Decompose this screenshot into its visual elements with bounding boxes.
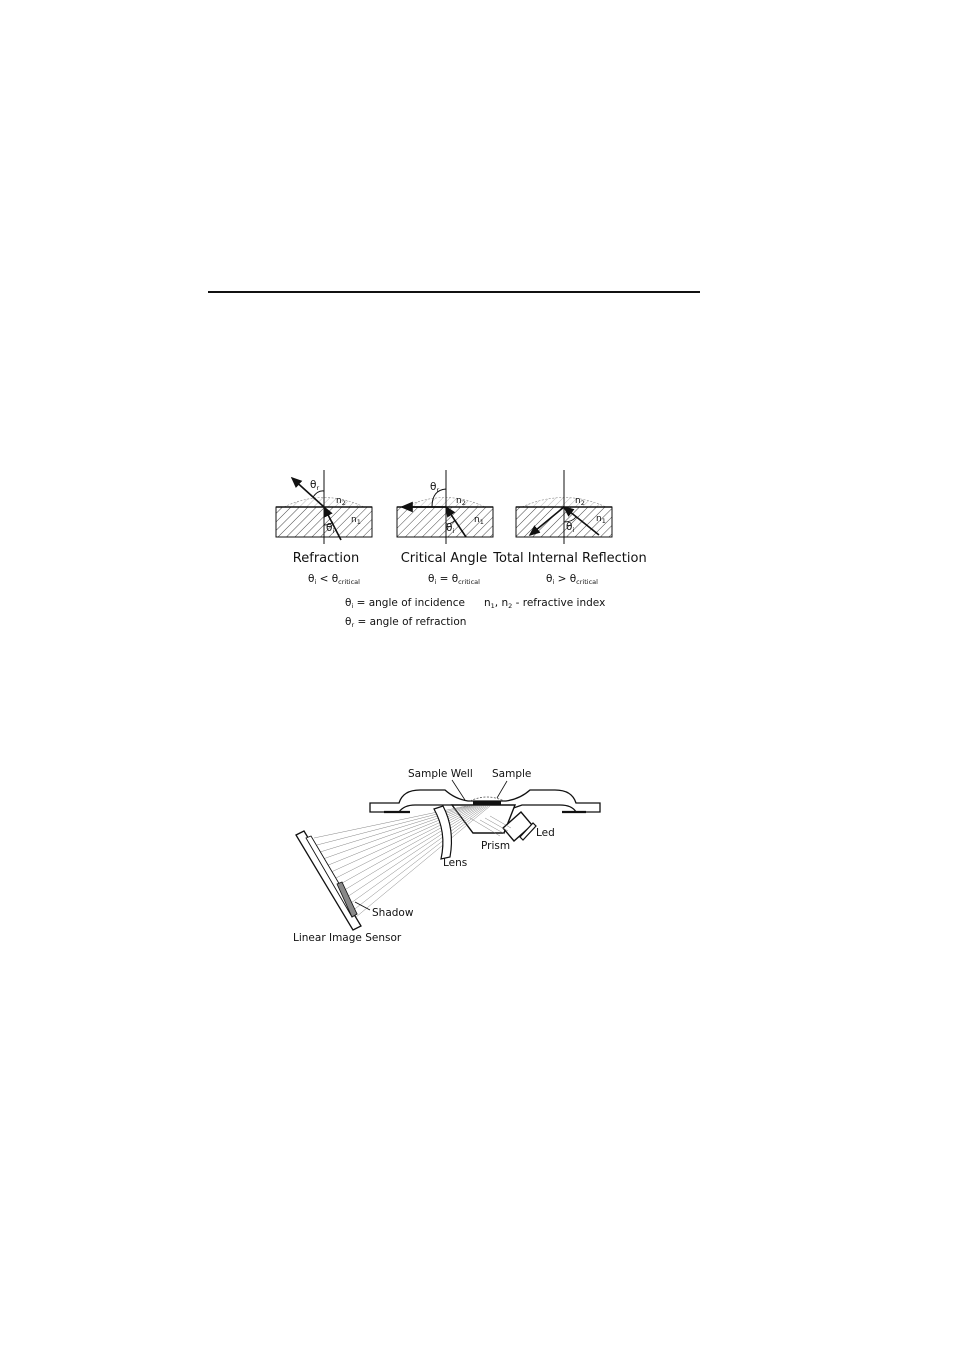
caption-critical-angle: Critical Angle [400, 551, 488, 566]
n1-label: $n_1$ [596, 514, 606, 525]
caption-refraction: Refraction [292, 551, 360, 566]
theta-i-label: θi [566, 521, 575, 534]
sample-contact [473, 801, 501, 805]
theta-r-label: θr [310, 479, 320, 492]
theta-i-label: θi [326, 522, 335, 535]
label-sample: Sample [492, 768, 532, 780]
n2-label: $n_2$ [575, 496, 585, 507]
panel-critical-angle [397, 470, 493, 586]
label-lens: Lens [443, 857, 468, 869]
legend-refractive-index: n1, n2 - refractive index [484, 597, 606, 610]
figure-refraction-diagrams [276, 470, 647, 629]
lens [434, 806, 451, 859]
label-linear-image-sensor: Linear Image Sensor [293, 932, 402, 944]
figure1-legend [345, 597, 605, 629]
label-sample-well: Sample Well [408, 768, 473, 780]
panel-total-internal-reflection [492, 470, 646, 586]
linear-image-sensor [296, 831, 361, 930]
label-prism: Prism [481, 840, 511, 852]
label-led: Led [536, 827, 555, 839]
sample-droplet [405, 498, 485, 508]
condition-refraction: θi < θcritical [308, 573, 360, 586]
caption-total-internal-reflection: Total Internal Reflection [493, 551, 647, 566]
condition-critical-angle: θi = θcritical [428, 573, 480, 586]
n1-label: $n_1$ [351, 515, 361, 526]
theta-r-label: θr [430, 481, 440, 494]
n2-label: $n_2$ [456, 496, 466, 507]
figure-refractometer-optics [293, 768, 600, 944]
n2-label: $n_2$ [336, 496, 346, 507]
n1-label: $n_1$ [474, 515, 484, 526]
theta-i-label: θi [446, 522, 455, 535]
condition-total-internal-reflection: θi > θcritical [546, 573, 598, 586]
label-shadow: Shadow [372, 907, 414, 919]
panel-refraction [276, 470, 372, 586]
legend-incidence: θi = angle of incidence [345, 597, 465, 610]
legend-refraction: θr = angle of refraction [345, 616, 467, 629]
